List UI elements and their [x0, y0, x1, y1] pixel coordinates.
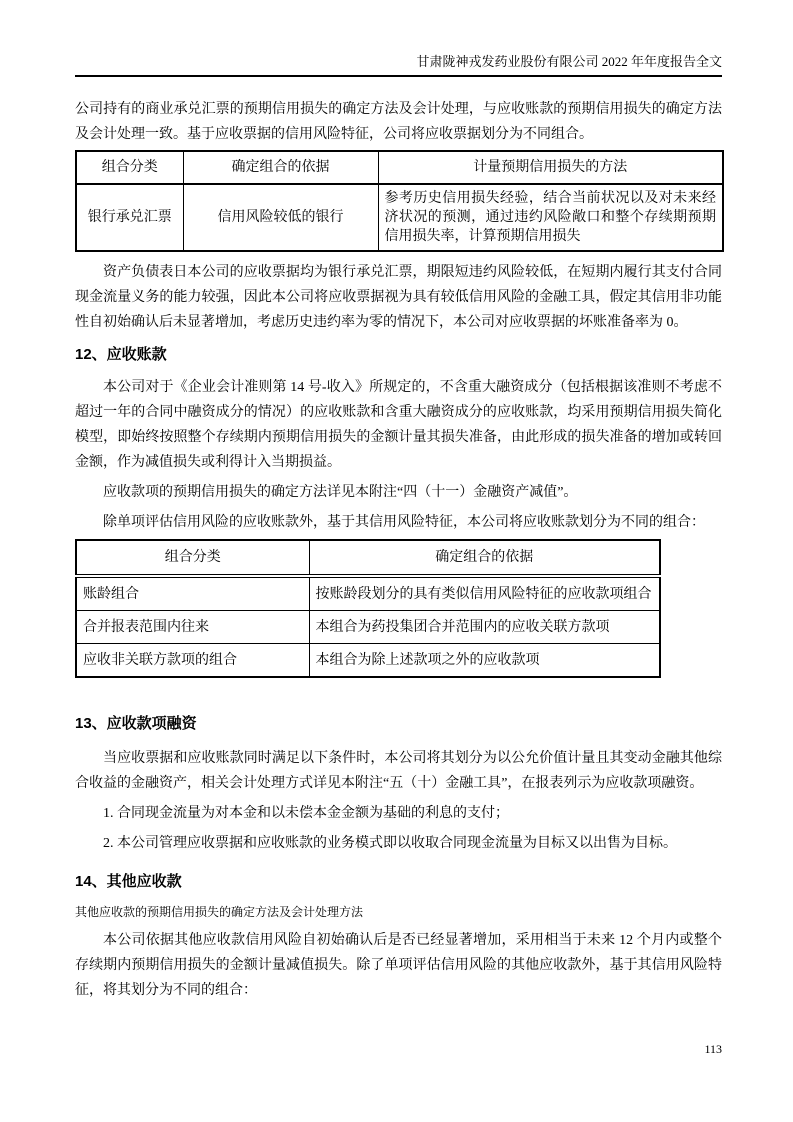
paragraph-13-condition-2: 2. 本公司管理应收票据和应收账款的业务模式即以收取合同现金流量为目标又以出售为目标。: [103, 836, 677, 851]
column-header-portfolio-class: 组合分类: [76, 540, 309, 576]
paragraph-12-reference: 应收款项的预期信用损失的确定方法详见本附注“四（十一）金融资产减值”。: [103, 485, 578, 500]
column-header-portfolio-basis: 确定组合的依据: [309, 540, 660, 576]
page-number: 113: [704, 1042, 722, 1056]
table-row: [76, 611, 660, 644]
cell-aging-basis: 按账龄段划分的具有类似信用风险特征的应收款项组合: [309, 576, 660, 611]
paragraph-13-policy: 当应收票据和应收账款同时满足以下条件时，本公司将其划分为以公允价值计量且其变动金融其他综合收益的金融资产，相关会计处理方式详见本附注“五（十）金融工具”，在报表列示为应收款项融资。: [75, 751, 722, 791]
cell-ecl-method: 参考历史信用损失经验，结合当前状况以及对未来经济状况的预测，通过违约风险敞口和整个存续期预期信用损失率，计算预期信用损失: [378, 184, 723, 251]
column-header-portfolio-class: 组合分类: [76, 151, 183, 184]
column-header-ecl-method: 计量预期信用损失的方法: [378, 151, 723, 184]
cell-consolidated-portfolio: 合并报表范围内往来: [76, 611, 309, 644]
cell-nonrelated-basis: 本组合为除上述款项之外的应收款项: [309, 644, 660, 678]
paragraph-bills-intro: 公司持有的商业承兑汇票的预期信用损失的确定方法及会计处理，与应收账款的预期信用损失的确定方法及会计处理一致。基于应收票据的信用风险特征，公司将应收票据划分为不同组合。: [75, 102, 722, 142]
receivables-portfolio-table: [75, 539, 661, 678]
cell-consolidated-basis: 本组合为药投集团合并范围内的应收关联方款项: [309, 611, 660, 644]
bills-portfolio-table: [75, 150, 724, 252]
cell-low-risk-bank: 信用风险较低的银行: [183, 184, 378, 251]
table-header-row: [76, 540, 660, 576]
table-row: [76, 576, 660, 611]
section-heading-12: 12、应收账款: [75, 346, 167, 363]
paragraph-12-policy: 本公司对于《企业会计准则第 14 号-收入》所规定的，不含重大融资成分（包括根据该准则不考虑不超过一年的合同中融资成分的情况）的应收账款和含重大融资成分的应收账款，均采用预期信用损失简化模型，即始终按照整个存续期内预期信用损失的金额计量其损失准备，由此形成的损失准备的增加或转回金额，作为减值损失或利得计入当期损益。: [75, 380, 722, 470]
table-row: [76, 184, 723, 251]
section-heading-13: 13、应收款项融资: [75, 715, 197, 732]
paragraph-bills-risk: 资产负债表日本公司的应收票据均为银行承兑汇票，期限短违约风险较低，在短期内履行其支付合同现金流量义务的能力较强，因此本公司将应收票据视为具有较低信用风险的金融工具，假定其信用非功能性自初始确认后未显著增加，考虑历史违约率为零的情况下，本公司对应收票据的坏账准备率为 0。: [75, 265, 722, 330]
table-row: [76, 644, 660, 678]
note-14-method: 其他应收款的预期信用损失的确定方法及会计处理方法: [75, 905, 364, 919]
table-header-row: [76, 151, 723, 184]
column-header-portfolio-basis: 确定组合的依据: [183, 151, 378, 184]
paragraph-13-condition-1: 1. 合同现金流量为对本金和以未偿本金金额为基础的利息的支付；: [103, 806, 509, 821]
paragraph-14-policy: 本公司依据其他应收款信用风险自初始确认后是否已经显著增加，采用相当于未来 12 个月内或整个存续期内预期信用损失的金额计量减值损失。除了单项评估信用风险的其他应收款外，基于其信用风险特征，将其划分为不同的组合：: [75, 933, 722, 998]
cell-bank-acceptance: 银行承兑汇票: [76, 184, 183, 251]
cell-nonrelated-portfolio: 应收非关联方款项的组合: [76, 644, 309, 678]
page-header: [75, 0, 722, 77]
paragraph-12-grouping: 除单项评估信用风险的应收账款外，基于其信用风险特征，本公司将应收账款划分为不同的组合：: [103, 515, 705, 530]
cell-aging-portfolio: 账龄组合: [76, 576, 309, 611]
section-heading-14: 14、其他应收款: [75, 873, 182, 890]
report-title: 甘肃陇神戎发药业股份有限公司 2022 年年度报告全文: [416, 54, 722, 69]
